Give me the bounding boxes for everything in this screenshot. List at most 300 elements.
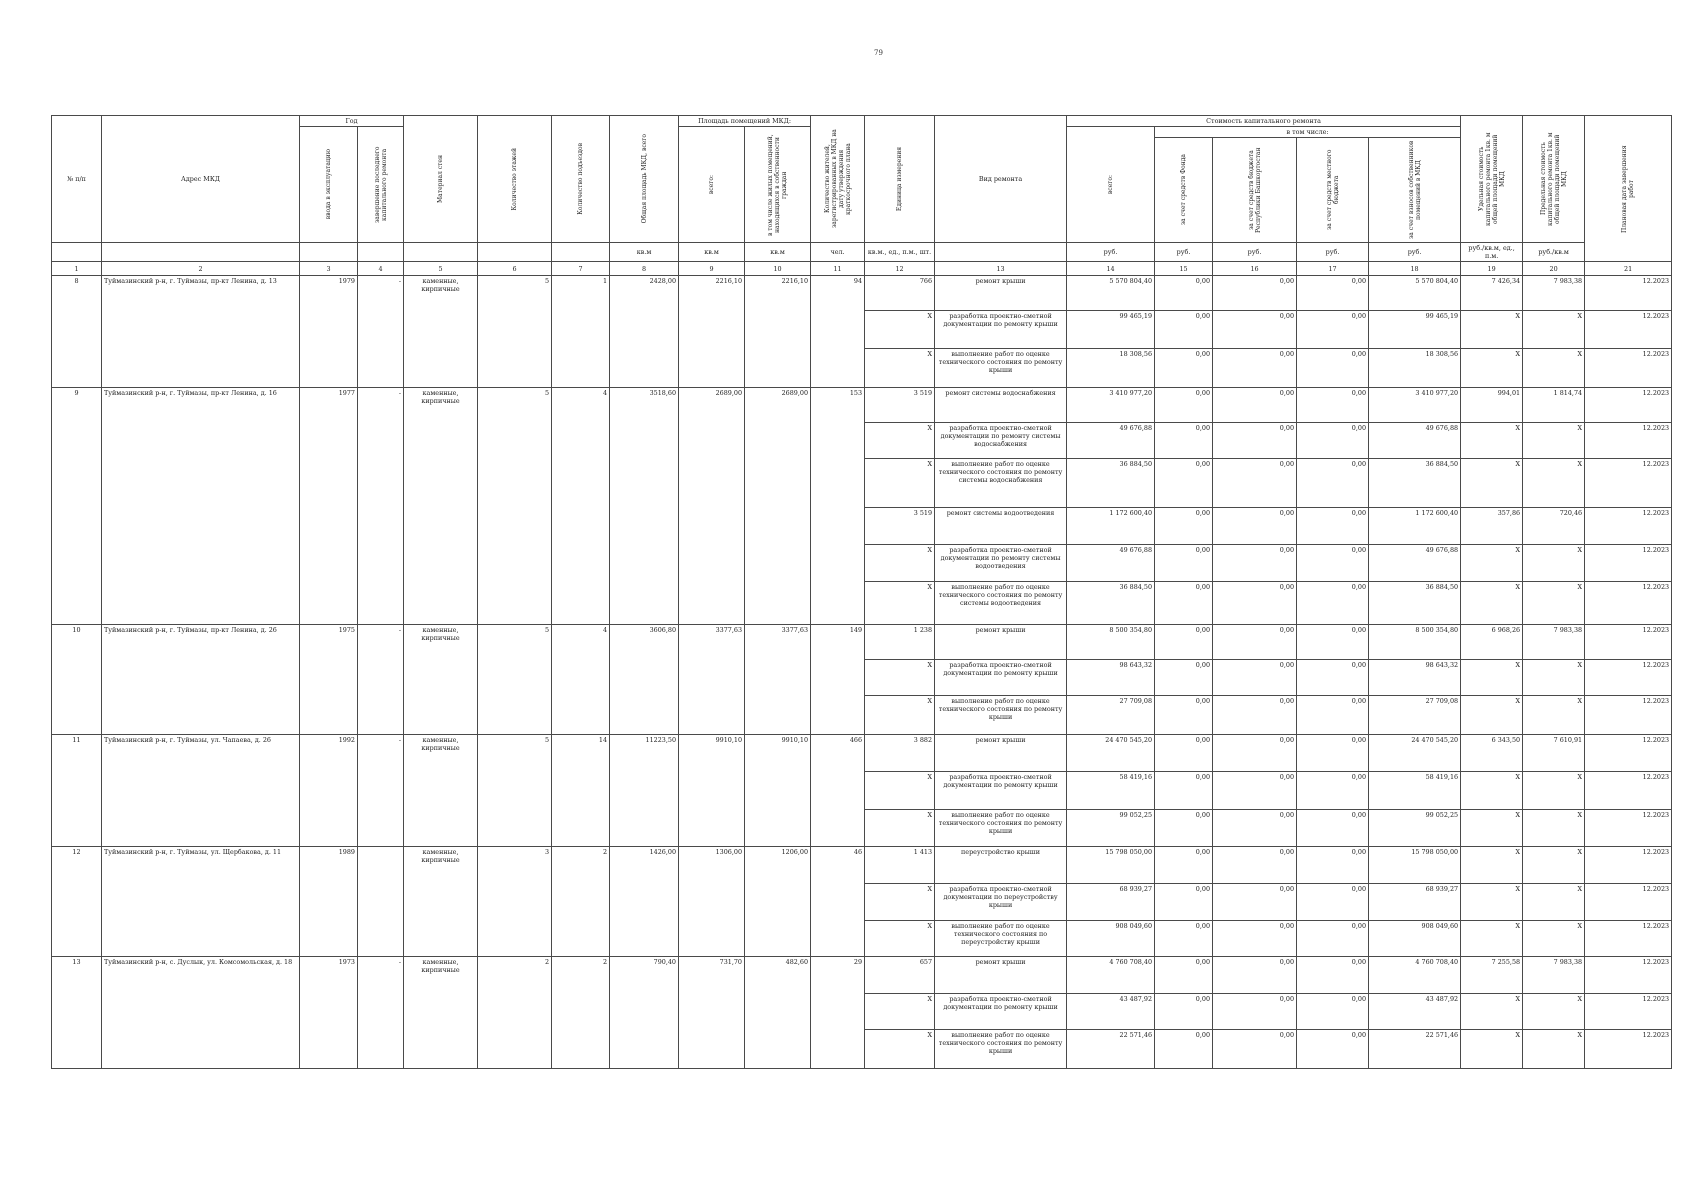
- table-body: [52, 276, 1672, 1069]
- cost-owners: 36 884,50: [1369, 582, 1461, 625]
- cost-republic: 0,00: [1213, 884, 1297, 921]
- cost-total: 49 676,88: [1067, 545, 1155, 582]
- work-unit: X: [865, 660, 935, 696]
- cost-republic: 0,00: [1213, 423, 1297, 459]
- building-no: 13: [52, 957, 102, 1069]
- area-owned: 9910,10: [745, 735, 811, 847]
- cost-fund: 0,00: [1155, 994, 1213, 1030]
- area-total: 1306,00: [679, 847, 745, 957]
- work-unit: X: [865, 994, 935, 1030]
- table-row: [52, 388, 1672, 423]
- cost-fund: 0,00: [1155, 276, 1213, 311]
- max-cost: X: [1523, 545, 1585, 582]
- cost-owners: 43 487,92: [1369, 994, 1461, 1030]
- cost-owners: 22 571,46: [1369, 1030, 1461, 1069]
- cost-total: 22 571,46: [1067, 1030, 1155, 1069]
- entrances: 2: [552, 847, 610, 957]
- work-unit: X: [865, 696, 935, 735]
- floors: 5: [478, 625, 552, 735]
- cost-republic: 0,00: [1213, 994, 1297, 1030]
- cost-republic: 0,00: [1213, 660, 1297, 696]
- unit-cost: X: [1461, 311, 1523, 349]
- work-type: выполнение работ по оценке технического состояния по ремонту системы водоснабжения: [935, 459, 1067, 508]
- column-number: 1: [52, 262, 102, 276]
- residents: 46: [811, 847, 865, 957]
- unit-cost: X: [1461, 660, 1523, 696]
- column-number: 2: [102, 262, 300, 276]
- building-no: 8: [52, 276, 102, 388]
- cost-fund: 0,00: [1155, 625, 1213, 660]
- unit-col-11: чел.: [811, 243, 865, 262]
- work-type: выполнение работ по оценке технического состояния по ремонту крыши: [935, 810, 1067, 847]
- area-total: 9910,10: [679, 735, 745, 847]
- unit-cost: X: [1461, 696, 1523, 735]
- column-number: 3: [300, 262, 358, 276]
- floors: 3: [478, 847, 552, 957]
- cost-republic: 0,00: [1213, 772, 1297, 810]
- cost-local: 0,00: [1297, 276, 1369, 311]
- header-col-cost-fund: за счет средств Фонда: [1155, 138, 1213, 243]
- header-col-work-type: Вид ремонта: [935, 116, 1067, 243]
- unit-cost: X: [1461, 847, 1523, 884]
- planned-date: 12.2023: [1585, 772, 1672, 810]
- cost-local: 0,00: [1297, 810, 1369, 847]
- cost-owners: 27 709,08: [1369, 696, 1461, 735]
- column-number: 4: [358, 262, 404, 276]
- planned-date: 12.2023: [1585, 459, 1672, 508]
- cost-total: 98 643,32: [1067, 660, 1155, 696]
- header-col-cost-total: всего:: [1067, 127, 1155, 243]
- unit-cost: X: [1461, 994, 1523, 1030]
- cost-owners: 1 172 600,40: [1369, 508, 1461, 545]
- residents: 466: [811, 735, 865, 847]
- work-unit: X: [865, 311, 935, 349]
- year-last-repair: -: [358, 388, 404, 625]
- work-type: ремонт крыши: [935, 735, 1067, 772]
- cost-local: 0,00: [1297, 994, 1369, 1030]
- unit-cost: 994,01: [1461, 388, 1523, 423]
- work-unit: 657: [865, 957, 935, 994]
- cost-local: 0,00: [1297, 921, 1369, 957]
- unit-cost: X: [1461, 459, 1523, 508]
- work-unit: X: [865, 921, 935, 957]
- year-commission: 1979: [300, 276, 358, 388]
- cost-owners: 5 570 804,40: [1369, 276, 1461, 311]
- year-commission: 1977: [300, 388, 358, 625]
- column-number: 17: [1297, 262, 1369, 276]
- header-col-unit: Единица измерения: [865, 116, 935, 243]
- repair-plan-table: [51, 115, 1672, 1069]
- max-cost: X: [1523, 921, 1585, 957]
- cost-local: 0,00: [1297, 772, 1369, 810]
- total-area: 790,40: [610, 957, 679, 1069]
- work-type: ремонт крыши: [935, 625, 1067, 660]
- cost-fund: 0,00: [1155, 696, 1213, 735]
- work-type: разработка проектно-сметной документации по ремонту крыши: [935, 660, 1067, 696]
- work-type: разработка проектно-сметной документации по ремонту крыши: [935, 311, 1067, 349]
- planned-date: 12.2023: [1585, 545, 1672, 582]
- building-address: Туймазинский р-н, г. Туймазы, пр-кт Ленина, д. 13: [102, 276, 300, 388]
- work-type: выполнение работ по оценке технического состояния по ремонту крыши: [935, 349, 1067, 388]
- wall-material: каменные, кирпичные: [404, 276, 478, 388]
- year-last-repair: -: [358, 276, 404, 388]
- planned-date: 12.2023: [1585, 660, 1672, 696]
- total-area: 1426,00: [610, 847, 679, 957]
- cost-owners: 99 052,25: [1369, 810, 1461, 847]
- unit-col-18: руб.: [1369, 243, 1461, 262]
- cost-local: 0,00: [1297, 884, 1369, 921]
- column-number: 7: [552, 262, 610, 276]
- cost-owners: 8 500 354,80: [1369, 625, 1461, 660]
- cost-owners: 68 939,27: [1369, 884, 1461, 921]
- work-unit: 766: [865, 276, 935, 311]
- building-no: 9: [52, 388, 102, 625]
- floors: 5: [478, 735, 552, 847]
- header-col-entrances: Количество подъездов: [552, 116, 610, 243]
- year-last-repair: [358, 847, 404, 957]
- cost-fund: 0,00: [1155, 660, 1213, 696]
- planned-date: 12.2023: [1585, 276, 1672, 311]
- cost-owners: 18 308,56: [1369, 349, 1461, 388]
- unit-col-8: кв.м: [610, 243, 679, 262]
- unit-cost: X: [1461, 423, 1523, 459]
- wall-material: каменные, кирпичные: [404, 735, 478, 847]
- cost-owners: 99 465,19: [1369, 311, 1461, 349]
- unit-col-12: кв.м., ед., п.м., шт.: [865, 243, 935, 262]
- area-owned: 2216,10: [745, 276, 811, 388]
- area-owned: 1206,00: [745, 847, 811, 957]
- residents: 153: [811, 388, 865, 625]
- cost-total: 24 470 545,20: [1067, 735, 1155, 772]
- cost-local: 0,00: [1297, 735, 1369, 772]
- header-group-area: Площадь помещений МКД:: [679, 116, 811, 127]
- planned-date: 12.2023: [1585, 423, 1672, 459]
- cost-fund: 0,00: [1155, 459, 1213, 508]
- cost-republic: 0,00: [1213, 311, 1297, 349]
- planned-date: 12.2023: [1585, 625, 1672, 660]
- area-total: 2216,10: [679, 276, 745, 388]
- work-unit: 3 519: [865, 388, 935, 423]
- planned-date: 12.2023: [1585, 349, 1672, 388]
- column-number: 11: [811, 262, 865, 276]
- cost-fund: 0,00: [1155, 735, 1213, 772]
- max-cost: X: [1523, 582, 1585, 625]
- cost-fund: 0,00: [1155, 810, 1213, 847]
- cost-fund: 0,00: [1155, 772, 1213, 810]
- floors: 5: [478, 388, 552, 625]
- cost-local: 0,00: [1297, 311, 1369, 349]
- max-cost: 720,46: [1523, 508, 1585, 545]
- planned-date: 12.2023: [1585, 388, 1672, 423]
- year-last-repair: -: [358, 735, 404, 847]
- column-number: 5: [404, 262, 478, 276]
- header-col-no: № п/п: [52, 116, 102, 243]
- header-col-material: Материал стен: [404, 116, 478, 243]
- year-commission: 1975: [300, 625, 358, 735]
- max-cost: 7 610,91: [1523, 735, 1585, 772]
- wall-material: каменные, кирпичные: [404, 388, 478, 625]
- year-commission: 1989: [300, 847, 358, 957]
- year-commission: 1973: [300, 957, 358, 1069]
- max-cost: X: [1523, 1030, 1585, 1069]
- column-number: 10: [745, 262, 811, 276]
- cost-local: 0,00: [1297, 508, 1369, 545]
- cost-total: 5 570 804,40: [1067, 276, 1155, 311]
- cost-republic: 0,00: [1213, 810, 1297, 847]
- work-type: ремонт системы водоснабжения: [935, 388, 1067, 423]
- column-number: 21: [1585, 262, 1672, 276]
- max-cost: 1 814,74: [1523, 388, 1585, 423]
- max-cost: 7 983,38: [1523, 276, 1585, 311]
- work-type: выполнение работ по оценке технического состояния по ремонту системы водоотведения: [935, 582, 1067, 625]
- cost-owners: 24 470 545,20: [1369, 735, 1461, 772]
- cost-local: 0,00: [1297, 388, 1369, 423]
- table-row: [52, 735, 1672, 772]
- unit-col-20: руб./кв.м: [1523, 243, 1585, 262]
- total-area: 3518,60: [610, 388, 679, 625]
- cost-total: 49 676,88: [1067, 423, 1155, 459]
- max-cost: X: [1523, 772, 1585, 810]
- cost-fund: 0,00: [1155, 423, 1213, 459]
- wall-material: каменные, кирпичные: [404, 625, 478, 735]
- cost-total: 43 487,92: [1067, 994, 1155, 1030]
- cost-local: 0,00: [1297, 1030, 1369, 1069]
- table-row: [52, 847, 1672, 884]
- cost-owners: 908 049,60: [1369, 921, 1461, 957]
- max-cost: 7 983,38: [1523, 625, 1585, 660]
- header-col-area-total: всего:: [679, 127, 745, 243]
- table-row: [52, 957, 1672, 994]
- floors: 2: [478, 957, 552, 1069]
- cost-local: 0,00: [1297, 459, 1369, 508]
- cost-fund: 0,00: [1155, 508, 1213, 545]
- column-numbers-row: [52, 262, 1672, 276]
- cost-owners: 3 410 977,20: [1369, 388, 1461, 423]
- cost-fund: 0,00: [1155, 582, 1213, 625]
- entrances: 2: [552, 957, 610, 1069]
- cost-local: 0,00: [1297, 957, 1369, 994]
- cost-owners: 4 760 708,40: [1369, 957, 1461, 994]
- header-group-cost: Стоимость капитального ремонта: [1067, 116, 1461, 127]
- work-type: разработка проектно-сметной документации по ремонту системы водоотведения: [935, 545, 1067, 582]
- area-owned: 2689,00: [745, 388, 811, 625]
- cost-fund: 0,00: [1155, 884, 1213, 921]
- cost-total: 18 308,56: [1067, 349, 1155, 388]
- max-cost: X: [1523, 423, 1585, 459]
- unit-cost: X: [1461, 884, 1523, 921]
- page-number: 79: [874, 49, 883, 57]
- cost-total: 68 939,27: [1067, 884, 1155, 921]
- unit-cost: X: [1461, 921, 1523, 957]
- area-total: 731,70: [679, 957, 745, 1069]
- header-col-cost-owners: за счет взносов собственников помещений в МКД: [1369, 138, 1461, 243]
- cost-republic: 0,00: [1213, 735, 1297, 772]
- cost-owners: 15 798 050,00: [1369, 847, 1461, 884]
- cost-fund: 0,00: [1155, 311, 1213, 349]
- header-col-residents: Количество жителей, зарегистрированных в МКД на дату утверждения краткосрочного плана: [811, 116, 865, 243]
- building-address: Туймазинский р-н, с. Дуслык, ул. Комсомольская, д. 18: [102, 957, 300, 1069]
- cost-republic: 0,00: [1213, 921, 1297, 957]
- year-last-repair: -: [358, 625, 404, 735]
- work-type: ремонт крыши: [935, 276, 1067, 311]
- residents: 149: [811, 625, 865, 735]
- cost-total: 99 465,19: [1067, 311, 1155, 349]
- header-col-year-commission: ввода в эксплуатацию: [300, 127, 358, 243]
- cost-local: 0,00: [1297, 660, 1369, 696]
- cost-local: 0,00: [1297, 349, 1369, 388]
- cost-fund: 0,00: [1155, 847, 1213, 884]
- work-type: ремонт системы водоотведения: [935, 508, 1067, 545]
- work-unit: X: [865, 423, 935, 459]
- total-area: 11223,50: [610, 735, 679, 847]
- cost-total: 908 049,60: [1067, 921, 1155, 957]
- planned-date: 12.2023: [1585, 994, 1672, 1030]
- cost-fund: 0,00: [1155, 1030, 1213, 1069]
- building-no: 11: [52, 735, 102, 847]
- planned-date: 12.2023: [1585, 810, 1672, 847]
- building-address: Туймазинский р-н, г. Туймазы, пр-кт Ленина, д. 16: [102, 388, 300, 625]
- unit-cost: X: [1461, 545, 1523, 582]
- cost-republic: 0,00: [1213, 388, 1297, 423]
- cost-republic: 0,00: [1213, 957, 1297, 994]
- max-cost: X: [1523, 660, 1585, 696]
- work-type: разработка проектно-сметной документации по переустройству крыши: [935, 884, 1067, 921]
- unit-cost: 6 343,50: [1461, 735, 1523, 772]
- cost-owners: 49 676,88: [1369, 545, 1461, 582]
- cost-fund: 0,00: [1155, 545, 1213, 582]
- header-group-year: Год: [300, 116, 404, 127]
- cost-total: 36 884,50: [1067, 582, 1155, 625]
- work-unit: 3 519: [865, 508, 935, 545]
- entrances: 4: [552, 388, 610, 625]
- cost-republic: 0,00: [1213, 847, 1297, 884]
- work-unit: 1 238: [865, 625, 935, 660]
- wall-material: каменные, кирпичные: [404, 847, 478, 957]
- work-unit: X: [865, 582, 935, 625]
- unit-col-17: руб.: [1297, 243, 1369, 262]
- column-number: 19: [1461, 262, 1523, 276]
- cost-local: 0,00: [1297, 545, 1369, 582]
- cost-total: 36 884,50: [1067, 459, 1155, 508]
- header-col-year-last-repair: завершение последнего капитального ремонта: [358, 127, 404, 243]
- column-number: 6: [478, 262, 552, 276]
- work-unit: 1 413: [865, 847, 935, 884]
- floors: 5: [478, 276, 552, 388]
- unit-col-15: руб.: [1155, 243, 1213, 262]
- header-col-address: Адрес МКД: [102, 116, 300, 243]
- max-cost: 7 983,38: [1523, 957, 1585, 994]
- year-last-repair: -: [358, 957, 404, 1069]
- max-cost: X: [1523, 847, 1585, 884]
- building-address: Туймазинский р-н, г. Туймазы, ул. Чапаева, д. 26: [102, 735, 300, 847]
- column-number: 20: [1523, 262, 1585, 276]
- max-cost: X: [1523, 810, 1585, 847]
- cost-republic: 0,00: [1213, 625, 1297, 660]
- work-unit: X: [865, 459, 935, 508]
- max-cost: X: [1523, 459, 1585, 508]
- cost-republic: 0,00: [1213, 508, 1297, 545]
- cost-total: 4 760 708,40: [1067, 957, 1155, 994]
- column-number: 15: [1155, 262, 1213, 276]
- cost-total: 58 419,16: [1067, 772, 1155, 810]
- area-total: 2689,00: [679, 388, 745, 625]
- building-address: Туймазинский р-н, г. Туймазы, пр-кт Ленина, д. 26: [102, 625, 300, 735]
- work-unit: 3 882: [865, 735, 935, 772]
- planned-date: 12.2023: [1585, 311, 1672, 349]
- work-type: разработка проектно-сметной документации по ремонту системы водоснабжения: [935, 423, 1067, 459]
- wall-material: каменные, кирпичные: [404, 957, 478, 1069]
- cost-republic: 0,00: [1213, 696, 1297, 735]
- cost-republic: 0,00: [1213, 582, 1297, 625]
- cost-local: 0,00: [1297, 696, 1369, 735]
- unit-cost: 357,86: [1461, 508, 1523, 545]
- work-unit: X: [865, 810, 935, 847]
- building-no: 10: [52, 625, 102, 735]
- unit-col-16: руб.: [1213, 243, 1297, 262]
- table-row: [52, 625, 1672, 660]
- work-type: выполнение работ по оценке технического состояния по ремонту крыши: [935, 696, 1067, 735]
- cost-total: 3 410 977,20: [1067, 388, 1155, 423]
- table-row: [52, 276, 1672, 311]
- work-type: разработка проектно-сметной документации по ремонту крыши: [935, 994, 1067, 1030]
- work-type: переустройство крыши: [935, 847, 1067, 884]
- unit-col-14: руб.: [1067, 243, 1155, 262]
- header-col-max-cost: Предельная стоимость капитального ремонта 1кв. м общей площади помещений МКД: [1523, 116, 1585, 243]
- unit-cost: X: [1461, 349, 1523, 388]
- header-col-planned-date: Плановая дата завершения работ: [1585, 116, 1672, 262]
- unit-cost: 7 426,34: [1461, 276, 1523, 311]
- cost-owners: 49 676,88: [1369, 423, 1461, 459]
- work-unit: X: [865, 545, 935, 582]
- unit-cost: X: [1461, 582, 1523, 625]
- building-no: 12: [52, 847, 102, 957]
- column-number: 9: [679, 262, 745, 276]
- cost-local: 0,00: [1297, 582, 1369, 625]
- max-cost: X: [1523, 696, 1585, 735]
- entrances: 1: [552, 276, 610, 388]
- planned-date: 12.2023: [1585, 696, 1672, 735]
- unit-cost: X: [1461, 772, 1523, 810]
- column-number: 18: [1369, 262, 1461, 276]
- cost-fund: 0,00: [1155, 921, 1213, 957]
- work-type: разработка проектно-сметной документации по ремонту крыши: [935, 772, 1067, 810]
- header-col-floors: Количество этажей: [478, 116, 552, 243]
- cost-fund: 0,00: [1155, 349, 1213, 388]
- max-cost: X: [1523, 311, 1585, 349]
- planned-date: 12.2023: [1585, 735, 1672, 772]
- header-col-cost-local: за счет средств местного бюджета: [1297, 138, 1369, 243]
- header-group-cost-incl: в том числе:: [1155, 127, 1461, 138]
- entrances: 14: [552, 735, 610, 847]
- planned-date: 12.2023: [1585, 847, 1672, 884]
- area-owned: 3377,63: [745, 625, 811, 735]
- work-unit: X: [865, 772, 935, 810]
- cost-total: 27 709,08: [1067, 696, 1155, 735]
- unit-cost: 6 968,26: [1461, 625, 1523, 660]
- entrances: 4: [552, 625, 610, 735]
- planned-date: 12.2023: [1585, 582, 1672, 625]
- work-unit: X: [865, 884, 935, 921]
- work-unit: X: [865, 1030, 935, 1069]
- max-cost: X: [1523, 994, 1585, 1030]
- work-unit: X: [865, 349, 935, 388]
- unit-cost: 7 255,58: [1461, 957, 1523, 994]
- unit-col-10: кв.м: [745, 243, 811, 262]
- cost-republic: 0,00: [1213, 459, 1297, 508]
- planned-date: 12.2023: [1585, 921, 1672, 957]
- capital-repair-table: [51, 115, 1672, 1069]
- cost-republic: 0,00: [1213, 349, 1297, 388]
